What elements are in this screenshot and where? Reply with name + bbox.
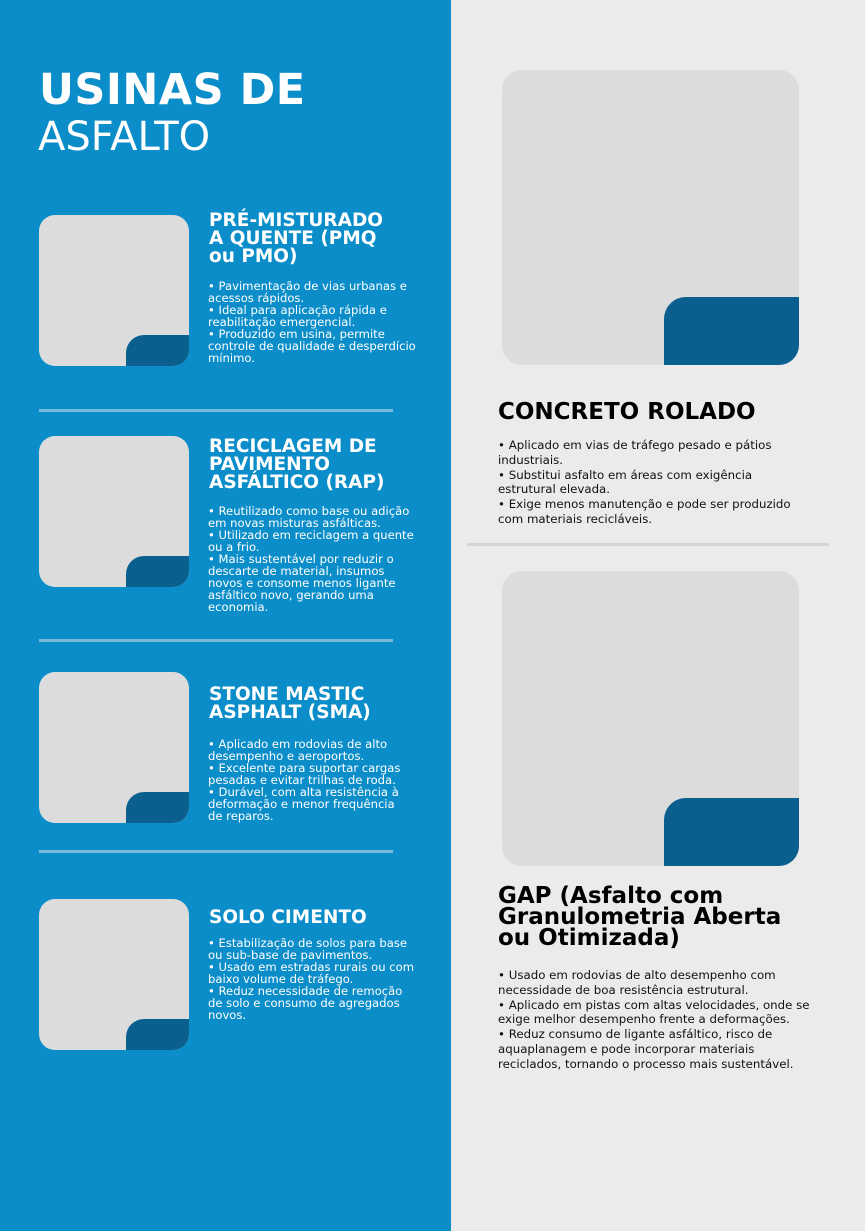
corner-accent [664,297,799,365]
page-title-bold: USINAS DE [39,65,306,115]
item-title-pmq: PRÉ-MISTURADO A QUENTE (PMQ ou PMO) [209,210,384,267]
image-placeholder-sma [39,672,189,823]
item-title-gap: GAP (Asfalto com Granulometria Aberta ou Otimizada) [498,883,782,951]
corner-accent [126,1019,189,1050]
item-desc-solo-cimento: • Estabilização de solos para base ou sub-base de pavimentos. • Usado em estradas rurais ou com baixo volume de tráfego. • Reduz necessidade de remoção de solo e consumo de agregados novos. [208,936,415,1022]
item-title-solo-cimento: SOLO CIMENTO [209,907,367,928]
item-title-concreto-rolado: CONCRETO ROLADO [498,399,756,425]
corner-accent [126,556,189,587]
item-desc-sma: • Aplicado em rodovias de alto desempenho e aeroportos. • Excelente para suportar cargas pesadas e evitar trilhas de roda. • Durável, com alta resistência à deformação e menor frequência de reparos. [208,737,401,823]
image-placeholder-concreto-rolado [502,70,799,365]
item-desc-gap: • Usado em rodovias de alto desempenho com necessidade de boa resistência estrutural. • Aplicado em pistas com altas velocidades, onde se exige melhor desempenho frente a deformações. • Reduz consumo de ligante asfáltico, risco de aquaplanagem e pode incorporar materiais reciclados, tornando o processo mais sustentável. [498,968,810,1071]
corner-accent [664,798,799,866]
divider [39,850,393,853]
image-placeholder-rap [39,436,189,587]
divider [39,409,393,412]
item-desc-rap: • Reutilizado como base ou adição em novas misturas asfálticas. • Utilizado em reciclagem a quente ou a frio. • Mais sustentável por reduzir o descarte de material, insumos novos e consome menos ligante asfáltico novo, gerando uma economia. [208,504,414,614]
image-placeholder-gap [502,571,799,866]
item-title-sma: STONE MASTIC ASPHALT (SMA) [209,684,371,723]
corner-accent [126,335,189,366]
page-title-light: ASFALTO [38,114,211,160]
item-desc-pmq: • Pavimentação de vias urbanas e acessos rápidos. • Ideal para aplicação rápida e reabilitação emergencial. • Produzido em usina, permite controle de qualidade e desperdício mínimo. [208,279,416,365]
image-placeholder-pmq [39,215,189,366]
item-desc-concreto-rolado: • Aplicado em vias de tráfego pesado e pátios industriais. • Substitui asfalto em áreas com exigência estrutural elevada. • Exige menos manutenção e pode ser produzido com materiais recicláveis. [498,438,791,526]
image-placeholder-solo-cimento [39,899,189,1050]
divider [39,639,393,642]
divider [467,543,829,546]
item-title-rap: RECICLAGEM DE PAVIMENTO ASFÁLTICO (RAP) [209,436,385,493]
corner-accent [126,792,189,823]
